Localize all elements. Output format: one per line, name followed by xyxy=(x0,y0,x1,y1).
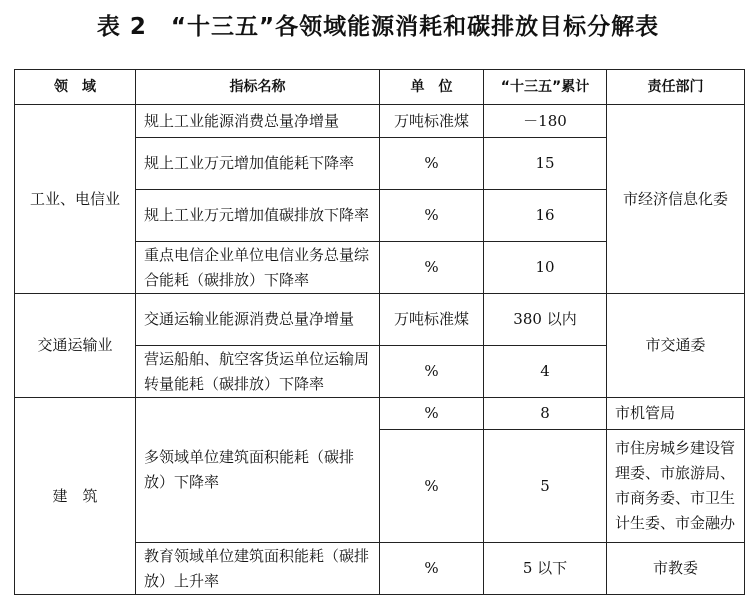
dept-industry: 市经济信息化委 xyxy=(607,105,745,294)
unit-cell: % xyxy=(380,242,484,294)
dept-cell: 市教委 xyxy=(607,543,745,595)
field-industry: 工业、电信业 xyxy=(15,105,136,294)
unit-cell: 万吨标准煤 xyxy=(380,105,484,138)
header-field: 领 域 xyxy=(15,70,136,105)
field-transport: 交通运输业 xyxy=(15,294,136,398)
field-building: 建 筑 xyxy=(15,398,136,595)
unit-cell: % xyxy=(380,398,484,430)
unit-cell: % xyxy=(380,190,484,242)
indicator-cell: 规上工业能源消费总量净增量 xyxy=(136,105,380,138)
unit-cell: % xyxy=(380,346,484,398)
unit-cell: % xyxy=(380,138,484,190)
table-row xyxy=(15,398,745,430)
value-cell: －180 xyxy=(484,105,607,138)
header-unit: 单 位 xyxy=(380,70,484,105)
value-cell: 15 xyxy=(484,138,607,190)
table-row xyxy=(15,105,745,138)
table-title: 表 2 “十三五”各领域能源消耗和碳排放目标分解表 xyxy=(96,14,660,40)
value-cell: 5 以下 xyxy=(484,543,607,595)
targets-table xyxy=(14,69,745,595)
indicator-cell: 重点电信企业单位电信业务总量综合能耗（碳排放）下降率 xyxy=(136,242,380,294)
unit-cell: % xyxy=(380,430,484,543)
value-cell: 10 xyxy=(484,242,607,294)
header-dept: 责任部门 xyxy=(607,70,745,105)
dept-transport: 市交通委 xyxy=(607,294,745,398)
value-cell: 5 xyxy=(484,430,607,543)
value-cell: 4 xyxy=(484,346,607,398)
unit-cell: 万吨标准煤 xyxy=(380,294,484,346)
unit-cell: % xyxy=(380,543,484,595)
dept-cell: 市机管局 xyxy=(607,398,745,430)
header-total: “十三五”累计 xyxy=(484,70,607,105)
indicator-cell: 交通运输业能源消费总量净增量 xyxy=(136,294,380,346)
value-cell: 8 xyxy=(484,398,607,430)
indicator-cell: 教育领域单位建筑面积能耗（碳排放）上升率 xyxy=(136,543,380,595)
value-cell: 16 xyxy=(484,190,607,242)
indicator-cell: 多领域单位建筑面积能耗（碳排放）下降率 xyxy=(136,398,380,543)
table-row xyxy=(15,294,745,346)
header-row xyxy=(15,70,745,105)
value-cell: 380 以内 xyxy=(484,294,607,346)
indicator-cell: 规上工业万元增加值能耗下降率 xyxy=(136,138,380,190)
indicator-cell: 规上工业万元增加值碳排放下降率 xyxy=(136,190,380,242)
header-indicator: 指标名称 xyxy=(136,70,380,105)
dept-cell: 市住房城乡建设管理委、市旅游局、市商务委、市卫生计生委、市金融办 xyxy=(607,430,745,543)
indicator-cell: 营运船舶、航空客货运单位运输周转量能耗（碳排放）下降率 xyxy=(136,346,380,398)
